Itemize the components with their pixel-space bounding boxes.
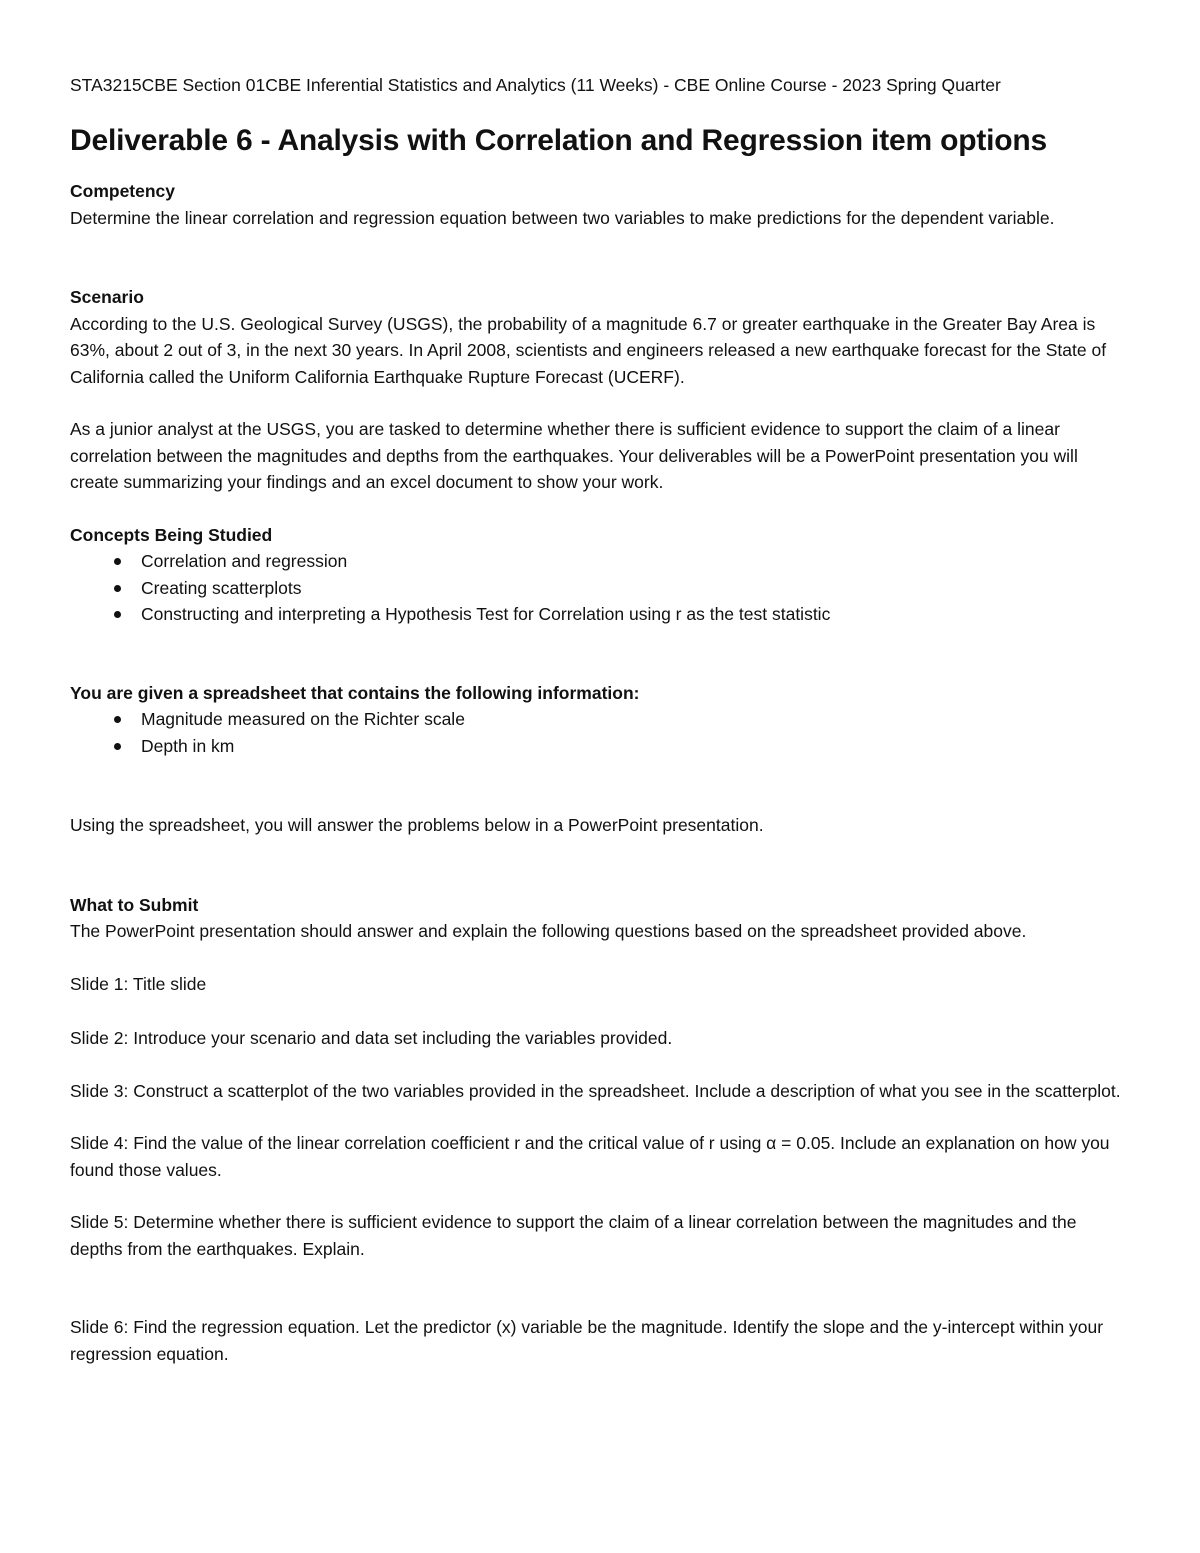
course-header: STA3215CBE Section 01CBE Inferential Statistics and Analytics (11 Weeks) - CBE Online Course - 2023 Spring Quarter: [70, 75, 1001, 95]
page-title: Deliverable 6 - Analysis with Correlation and Regression item options: [70, 124, 1047, 157]
scenario-paragraph-2: As a junior analyst at the USGS, you are tasked to determine whether there is sufficient evidence to support the claim of a linear correlation between the magnitudes and depths from the earthquakes. Your deliverables will be a PowerPoint presentation you will create summarizing your findings and an excel document to show your work.: [70, 419, 1078, 492]
scenario-paragraph-1: According to the U.S. Geological Survey (USGS), the probability of a magnitude 6.7 or greater earthquake in the Greater Bay Area is 63%, about 2 out of 3, in the next 30 years. In April 2008, scientists and engineers released a new earthquake forecast for the State of California called the Uniform California Earthquake Rupture Forecast (UCERF).: [70, 313, 1107, 387]
list-item-text: Creating scatterplots: [141, 577, 302, 598]
slide-label: Slide 5:: [70, 1212, 129, 1232]
list-item-text: Depth in km: [141, 735, 235, 756]
slide-text: Determine whether there is sufficient evidence to support the claim of a linear correlation between the magnitudes and the depths from the earthquakes. Explain.: [70, 1212, 1077, 1259]
slide-5-item: [70, 1209, 1130, 1262]
bullet-icon: [114, 585, 121, 592]
list-item: [70, 706, 1130, 733]
slide-text: Find the regression equation. Let the predictor (x) variable be the magnitude. Identify the slope and the y-intercept within your regression equation.: [70, 1317, 1104, 1364]
slide-text: Construct a scatterplot of the two variables provided in the spreadsheet. Include a description of what you see in the scatterplot.: [128, 1080, 1121, 1101]
list-item: [70, 575, 1130, 602]
list-item: [70, 601, 1130, 628]
competency-text: Determine the linear correlation and regression equation between two variables to make predictions for the dependent variable.: [70, 207, 1055, 228]
submit-heading: What to Submit: [70, 894, 199, 915]
spreadsheet-list: [70, 706, 1130, 759]
slide-label: Slide 2:: [70, 1028, 129, 1048]
slide-label: Slide 1:: [70, 973, 129, 994]
slide-label: Slide 4:: [70, 1133, 129, 1153]
concepts-list: [70, 548, 1130, 628]
slide-text: Find the value of the linear correlation coefficient r and the critical value of r using α = 0.05. Include an explanation on how you found those values.: [70, 1133, 1110, 1180]
slide-label: Slide 3:: [70, 1080, 129, 1101]
concepts-heading: Concepts Being Studied: [70, 524, 273, 545]
slide-3-item: [70, 1078, 1130, 1105]
slide-4-item: [70, 1130, 1130, 1183]
spreadsheet-instruction: Using the spreadsheet, you will answer the problems below in a PowerPoint presentation.: [70, 815, 764, 835]
bullet-icon: [114, 611, 121, 618]
slide-2-item: [70, 1025, 1130, 1052]
bullet-icon: [114, 558, 121, 565]
bullet-icon: [114, 743, 121, 750]
document-page: [70, 72, 1130, 1367]
scenario-heading: Scenario: [70, 287, 144, 307]
bullet-icon: [114, 716, 121, 723]
submit-intro: The PowerPoint presentation should answer and explain the following questions based on the spreadsheet provided above.: [70, 921, 1027, 941]
spreadsheet-heading: You are given a spreadsheet that contains the following information:: [70, 682, 640, 703]
list-item-text: Constructing and interpreting a Hypothesis Test for Correlation using r as the test statistic: [141, 604, 831, 624]
list-item-text: Correlation and regression: [141, 551, 348, 571]
list-item: [70, 548, 1130, 575]
slide-6-item: [70, 1314, 1130, 1367]
competency-heading: Competency: [70, 181, 176, 201]
slide-1-item: [70, 971, 1130, 998]
slide-text: Introduce your scenario and data set including the variables provided.: [128, 1028, 673, 1048]
list-item-text: Magnitude measured on the Richter scale: [141, 709, 465, 729]
slide-label: Slide 6:: [70, 1317, 129, 1337]
slide-text: Title slide: [128, 973, 207, 994]
list-item: [70, 733, 1130, 760]
